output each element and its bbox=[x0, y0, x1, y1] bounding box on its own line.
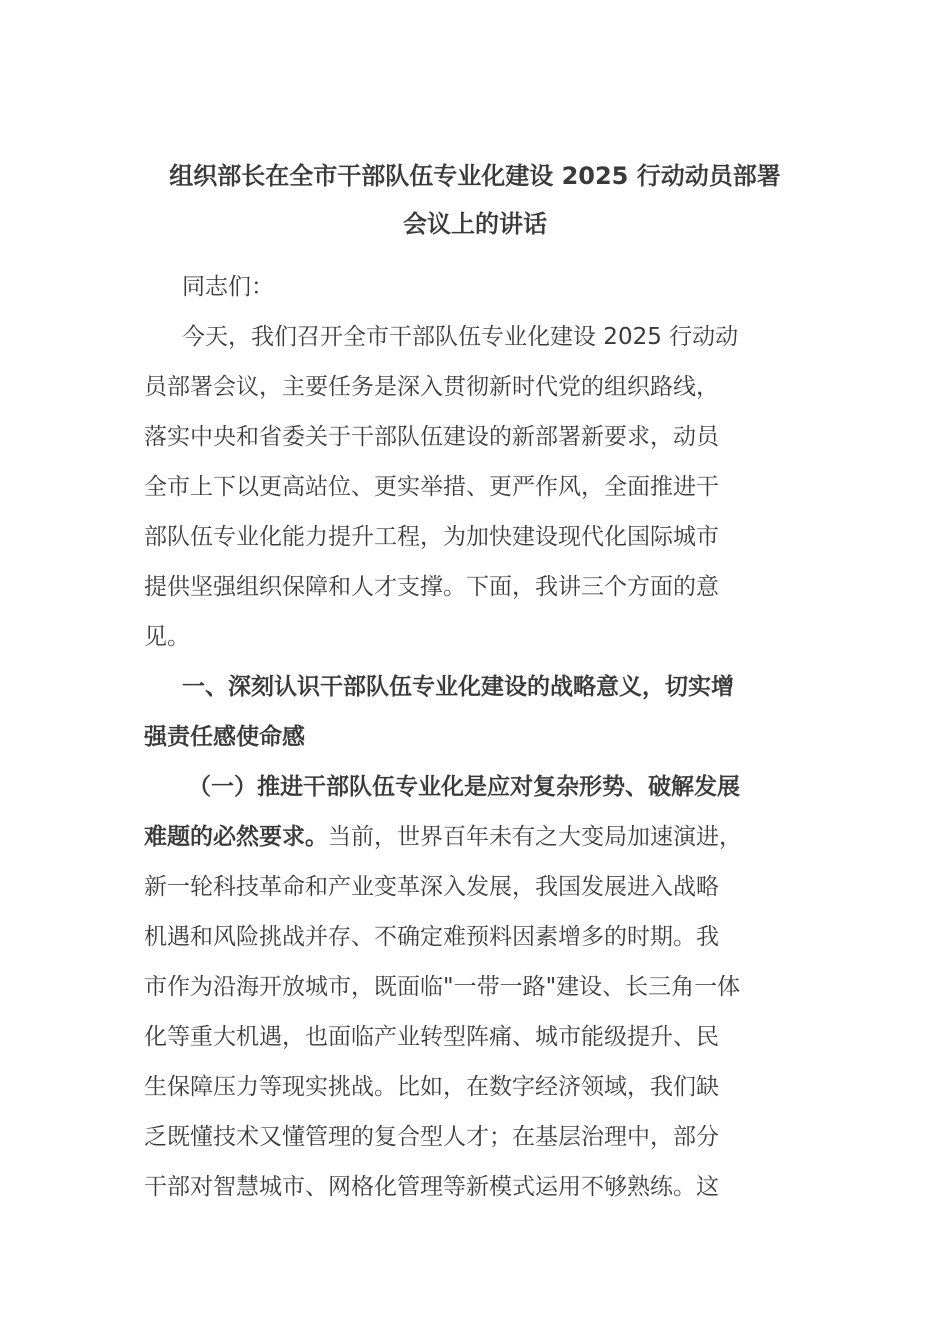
subsection-line: 化等重大机遇，也面临产业转型阵痛、城市能级提升、民 bbox=[144, 1024, 719, 1050]
subsection-1-paragraph bbox=[144, 762, 816, 1212]
subsection-heading-line: （一）推进干部队伍专业化是应对复杂形势、破解发展 bbox=[188, 774, 740, 800]
subsection-line: 机遇和风险挑战并存、不确定难预料因素增多的时期。我 bbox=[144, 924, 719, 950]
intro-line: 提供坚强组织保障和人才支撑。下面，我讲三个方面的意 bbox=[144, 574, 719, 600]
title-line-1: 组织部长在全市干部队伍专业化建设 2025 行动动员部署 bbox=[169, 162, 781, 190]
section-heading-line: 强责任感使命感 bbox=[144, 724, 305, 750]
subsection-mixed-line bbox=[144, 812, 816, 862]
document-title bbox=[140, 152, 810, 248]
subsection-line: 生保障压力等现实挑战。比如，在数字经济领域，我们缺 bbox=[144, 1074, 719, 1100]
intro-paragraph bbox=[144, 312, 816, 662]
title-line-2: 会议上的讲话 bbox=[403, 210, 547, 238]
intro-line: 今天，我们召开全市干部队伍专业化建设 2025 行动动 bbox=[182, 324, 739, 350]
subsection-heading-tail: 难题的必然要求。 bbox=[144, 824, 328, 850]
intro-line: 见。 bbox=[144, 624, 190, 650]
subsection-line: 乏既懂技术又懂管理的复合型人才；在基层治理中，部分 bbox=[144, 1124, 719, 1150]
subsection-line: 干部对智慧城市、网格化管理等新模式运用不够熟练。这 bbox=[144, 1174, 719, 1200]
subsection-line: 市作为沿海开放城市，既面临"一带一路"建设、长三角一体 bbox=[144, 974, 741, 1000]
section-1-heading bbox=[144, 662, 816, 762]
section-heading-line: 一、深刻认识干部队伍专业化建设的战略意义，切实增 bbox=[182, 674, 734, 700]
document-body bbox=[144, 262, 816, 1212]
subsection-line: 新一轮科技革命和产业变革深入发展，我国发展进入战略 bbox=[144, 874, 719, 900]
intro-line: 全市上下以更高站位、更实举措、更严作风，全面推进干 bbox=[144, 474, 719, 500]
greeting: 同志们： bbox=[182, 274, 274, 300]
intro-line: 落实中央和省委关于干部队伍建设的新部署新要求，动员 bbox=[144, 424, 719, 450]
intro-line: 部队伍专业化能力提升工程，为加快建设现代化国际城市 bbox=[144, 524, 719, 550]
intro-line: 员部署会议，主要任务是深入贯彻新时代党的组织路线， bbox=[144, 374, 719, 400]
subsection-text: 当前，世界百年未有之大变局加速演进， bbox=[328, 824, 742, 850]
